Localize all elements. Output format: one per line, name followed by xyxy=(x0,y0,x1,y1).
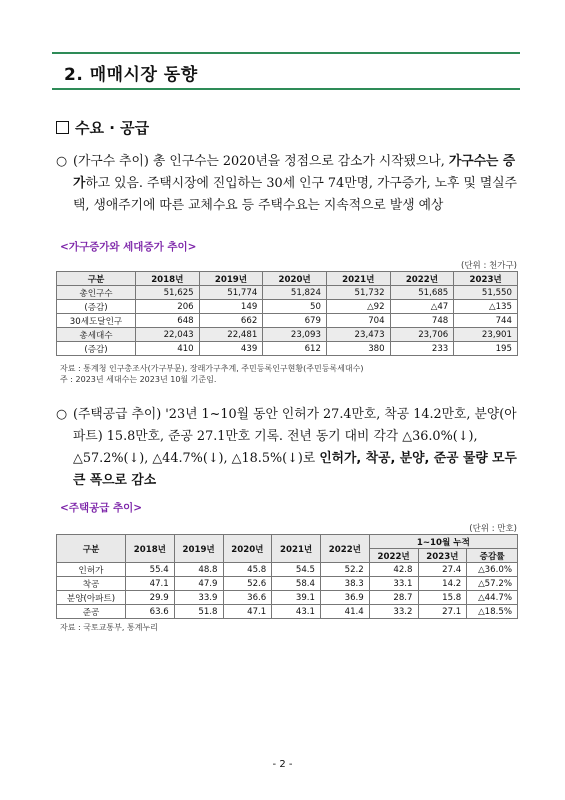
table-cell: 380 xyxy=(326,342,390,356)
paragraph-text: (주택공급 추이) '23년 1~10월 동안 인허가 27.4만호, 착공 14.2만호, 분양(아파트) 15.8만호, 준공 27.1만호 기록. 전년 동기 대비 각각 △36.0%(↓), △57.2%(↓), △44.7%(↓), △18.5%(↓)로 xyxy=(73,407,517,466)
table-row xyxy=(57,605,518,619)
row-label: 30세도달인구 xyxy=(57,314,136,328)
paragraph-text: (가구수 추이) 총 인구수는 2020년을 정점으로 감소가 시작됐으나, xyxy=(73,154,449,169)
column-header: 2020년 xyxy=(223,535,272,563)
subheading xyxy=(56,117,149,138)
column-group-header: 1~10월 누적 xyxy=(369,535,517,549)
column-header: 구분 xyxy=(57,272,136,286)
row-label: 착공 xyxy=(57,577,126,591)
table-cell: 51,625 xyxy=(136,286,200,300)
table1-source-note: 자료 : 통계청 인구총조사(가구부문), 장래가구추계, 주민등록인구현황(주민등록세대수) xyxy=(60,364,364,373)
table-cell: 22,481 xyxy=(199,328,263,342)
table-cell: 27.4 xyxy=(418,563,467,577)
table-cell: 33.9 xyxy=(174,591,223,605)
table-cell: 15.8 xyxy=(418,591,467,605)
column-header: 증감률 xyxy=(467,549,518,563)
bullet: ○ xyxy=(56,407,68,422)
table-cell: 52.6 xyxy=(223,577,272,591)
table1-caption: <가구증가와 세대증가 추이> xyxy=(60,241,197,253)
table-row xyxy=(57,577,518,591)
table-cell: 27.1 xyxy=(418,605,467,619)
column-header: 2019년 xyxy=(174,535,223,563)
table-cell: 51,550 xyxy=(454,286,518,300)
table-row xyxy=(57,563,518,577)
table-cell: 704 xyxy=(326,314,390,328)
table-cell: 36.6 xyxy=(223,591,272,605)
column-header: 2022년 xyxy=(321,535,370,563)
table-cell: 51,732 xyxy=(326,286,390,300)
table-cell: △57.2% xyxy=(467,577,518,591)
table-row xyxy=(57,342,518,356)
row-label: 총세대수 xyxy=(57,328,136,342)
column-header: 2022년 xyxy=(369,549,418,563)
table-cell: 679 xyxy=(263,314,327,328)
table-cell: 612 xyxy=(263,342,327,356)
paragraph-emphasis: 가구수는 증가 xyxy=(73,154,516,191)
table-row xyxy=(57,328,518,342)
row-label: 준공 xyxy=(57,605,126,619)
paragraph-housing-supply xyxy=(56,404,518,492)
table-cell: 42.8 xyxy=(369,563,418,577)
table-cell: 48.8 xyxy=(174,563,223,577)
column-header: 2018년 xyxy=(126,535,175,563)
table-cell: 63.6 xyxy=(126,605,175,619)
table-cell: 45.8 xyxy=(223,563,272,577)
table-cell: △135 xyxy=(454,300,518,314)
table-row xyxy=(57,591,518,605)
row-label: (증감) xyxy=(57,342,136,356)
table-cell: 748 xyxy=(390,314,454,328)
table-cell: 51,685 xyxy=(390,286,454,300)
checkbox-square-icon xyxy=(56,121,69,134)
table-cell: 33.1 xyxy=(369,577,418,591)
table-cell: 39.1 xyxy=(272,591,321,605)
table-cell: 41.4 xyxy=(321,605,370,619)
table2-unit: (단위 : 만호) xyxy=(469,524,517,534)
household-table xyxy=(56,271,518,356)
housing-supply-table xyxy=(56,534,518,619)
row-label: 총인구수 xyxy=(57,286,136,300)
table-cell: 51,774 xyxy=(199,286,263,300)
table-cell: 662 xyxy=(199,314,263,328)
table-row xyxy=(57,314,518,328)
table-cell: 38.3 xyxy=(321,577,370,591)
table-cell: 52.2 xyxy=(321,563,370,577)
column-header: 구분 xyxy=(57,535,126,563)
table-cell: 51.8 xyxy=(174,605,223,619)
table-cell: △36.0% xyxy=(467,563,518,577)
table-row xyxy=(57,300,518,314)
paragraph-text: 하고 있음. 주택시장에 진입하는 30세 인구 74만명, 가구증가, 노후 및 멸실주택, 생애주기에 따른 교체수요 등 주택수요는 지속적으로 발생 예상 xyxy=(73,176,517,213)
table-cell: 206 xyxy=(136,300,200,314)
row-label: 분양(아파트) xyxy=(57,591,126,605)
column-header: 2022년 xyxy=(390,272,454,286)
table-cell: 58.4 xyxy=(272,577,321,591)
table-cell: 47.1 xyxy=(223,605,272,619)
table-cell: 36.9 xyxy=(321,591,370,605)
table-cell: 28.7 xyxy=(369,591,418,605)
table-cell: 23,901 xyxy=(454,328,518,342)
table-cell: 51,824 xyxy=(263,286,327,300)
table-cell: 50 xyxy=(263,300,327,314)
table-cell: 47.9 xyxy=(174,577,223,591)
table-cell: 439 xyxy=(199,342,263,356)
page-number: - 2 - xyxy=(272,759,293,770)
table-cell: 195 xyxy=(454,342,518,356)
table1-footnote: 주 : 2023년 세대수는 2023년 10월 기준임. xyxy=(60,375,217,384)
row-label: 인허가 xyxy=(57,563,126,577)
column-header: 2021년 xyxy=(272,535,321,563)
column-header: 2018년 xyxy=(136,272,200,286)
table-row xyxy=(57,286,518,300)
paragraph-emphasis: 인허가, 착공, 분양, 준공 물량 모두 큰 폭으로 감소 xyxy=(73,451,517,488)
table2-source-note: 자료 : 국토교통부, 통계누리 xyxy=(60,623,158,632)
table2-caption: <주택공급 추이> xyxy=(60,502,143,514)
table-cell: 47.1 xyxy=(126,577,175,591)
table-cell: 410 xyxy=(136,342,200,356)
table-cell: △18.5% xyxy=(467,605,518,619)
table-cell: 55.4 xyxy=(126,563,175,577)
table-cell: 23,093 xyxy=(263,328,327,342)
title-rule-bottom xyxy=(52,88,520,90)
row-label: (증감) xyxy=(57,300,136,314)
table-cell: 648 xyxy=(136,314,200,328)
paragraph-body xyxy=(73,404,518,492)
section-title: 2. 매매시장 동향 xyxy=(64,65,198,85)
table-cell: 43.1 xyxy=(272,605,321,619)
column-header: 2021년 xyxy=(326,272,390,286)
table-cell: △44.7% xyxy=(467,591,518,605)
table-cell: △92 xyxy=(326,300,390,314)
table-cell: 744 xyxy=(454,314,518,328)
table1-unit: (단위 : 천가구) xyxy=(461,261,517,271)
column-header: 2023년 xyxy=(418,549,467,563)
paragraph-body xyxy=(73,151,518,217)
table-cell: 149 xyxy=(199,300,263,314)
table-cell: 33.2 xyxy=(369,605,418,619)
table-cell: 54.5 xyxy=(272,563,321,577)
title-rule-top xyxy=(52,52,520,54)
bullet: ○ xyxy=(56,154,68,169)
column-header: 2023년 xyxy=(454,272,518,286)
table-cell: △47 xyxy=(390,300,454,314)
table-cell: 29.9 xyxy=(126,591,175,605)
column-header: 2020년 xyxy=(263,272,327,286)
paragraph-household-trend xyxy=(56,151,518,217)
table-cell: 233 xyxy=(390,342,454,356)
table-header-row xyxy=(57,535,518,549)
table-cell: 23,706 xyxy=(390,328,454,342)
table-cell: 23,473 xyxy=(326,328,390,342)
table-header-row xyxy=(57,272,518,286)
subheading-text: 수요 · 공급 xyxy=(75,119,150,137)
table-cell: 22,043 xyxy=(136,328,200,342)
table-cell: 14.2 xyxy=(418,577,467,591)
column-header: 2019년 xyxy=(199,272,263,286)
